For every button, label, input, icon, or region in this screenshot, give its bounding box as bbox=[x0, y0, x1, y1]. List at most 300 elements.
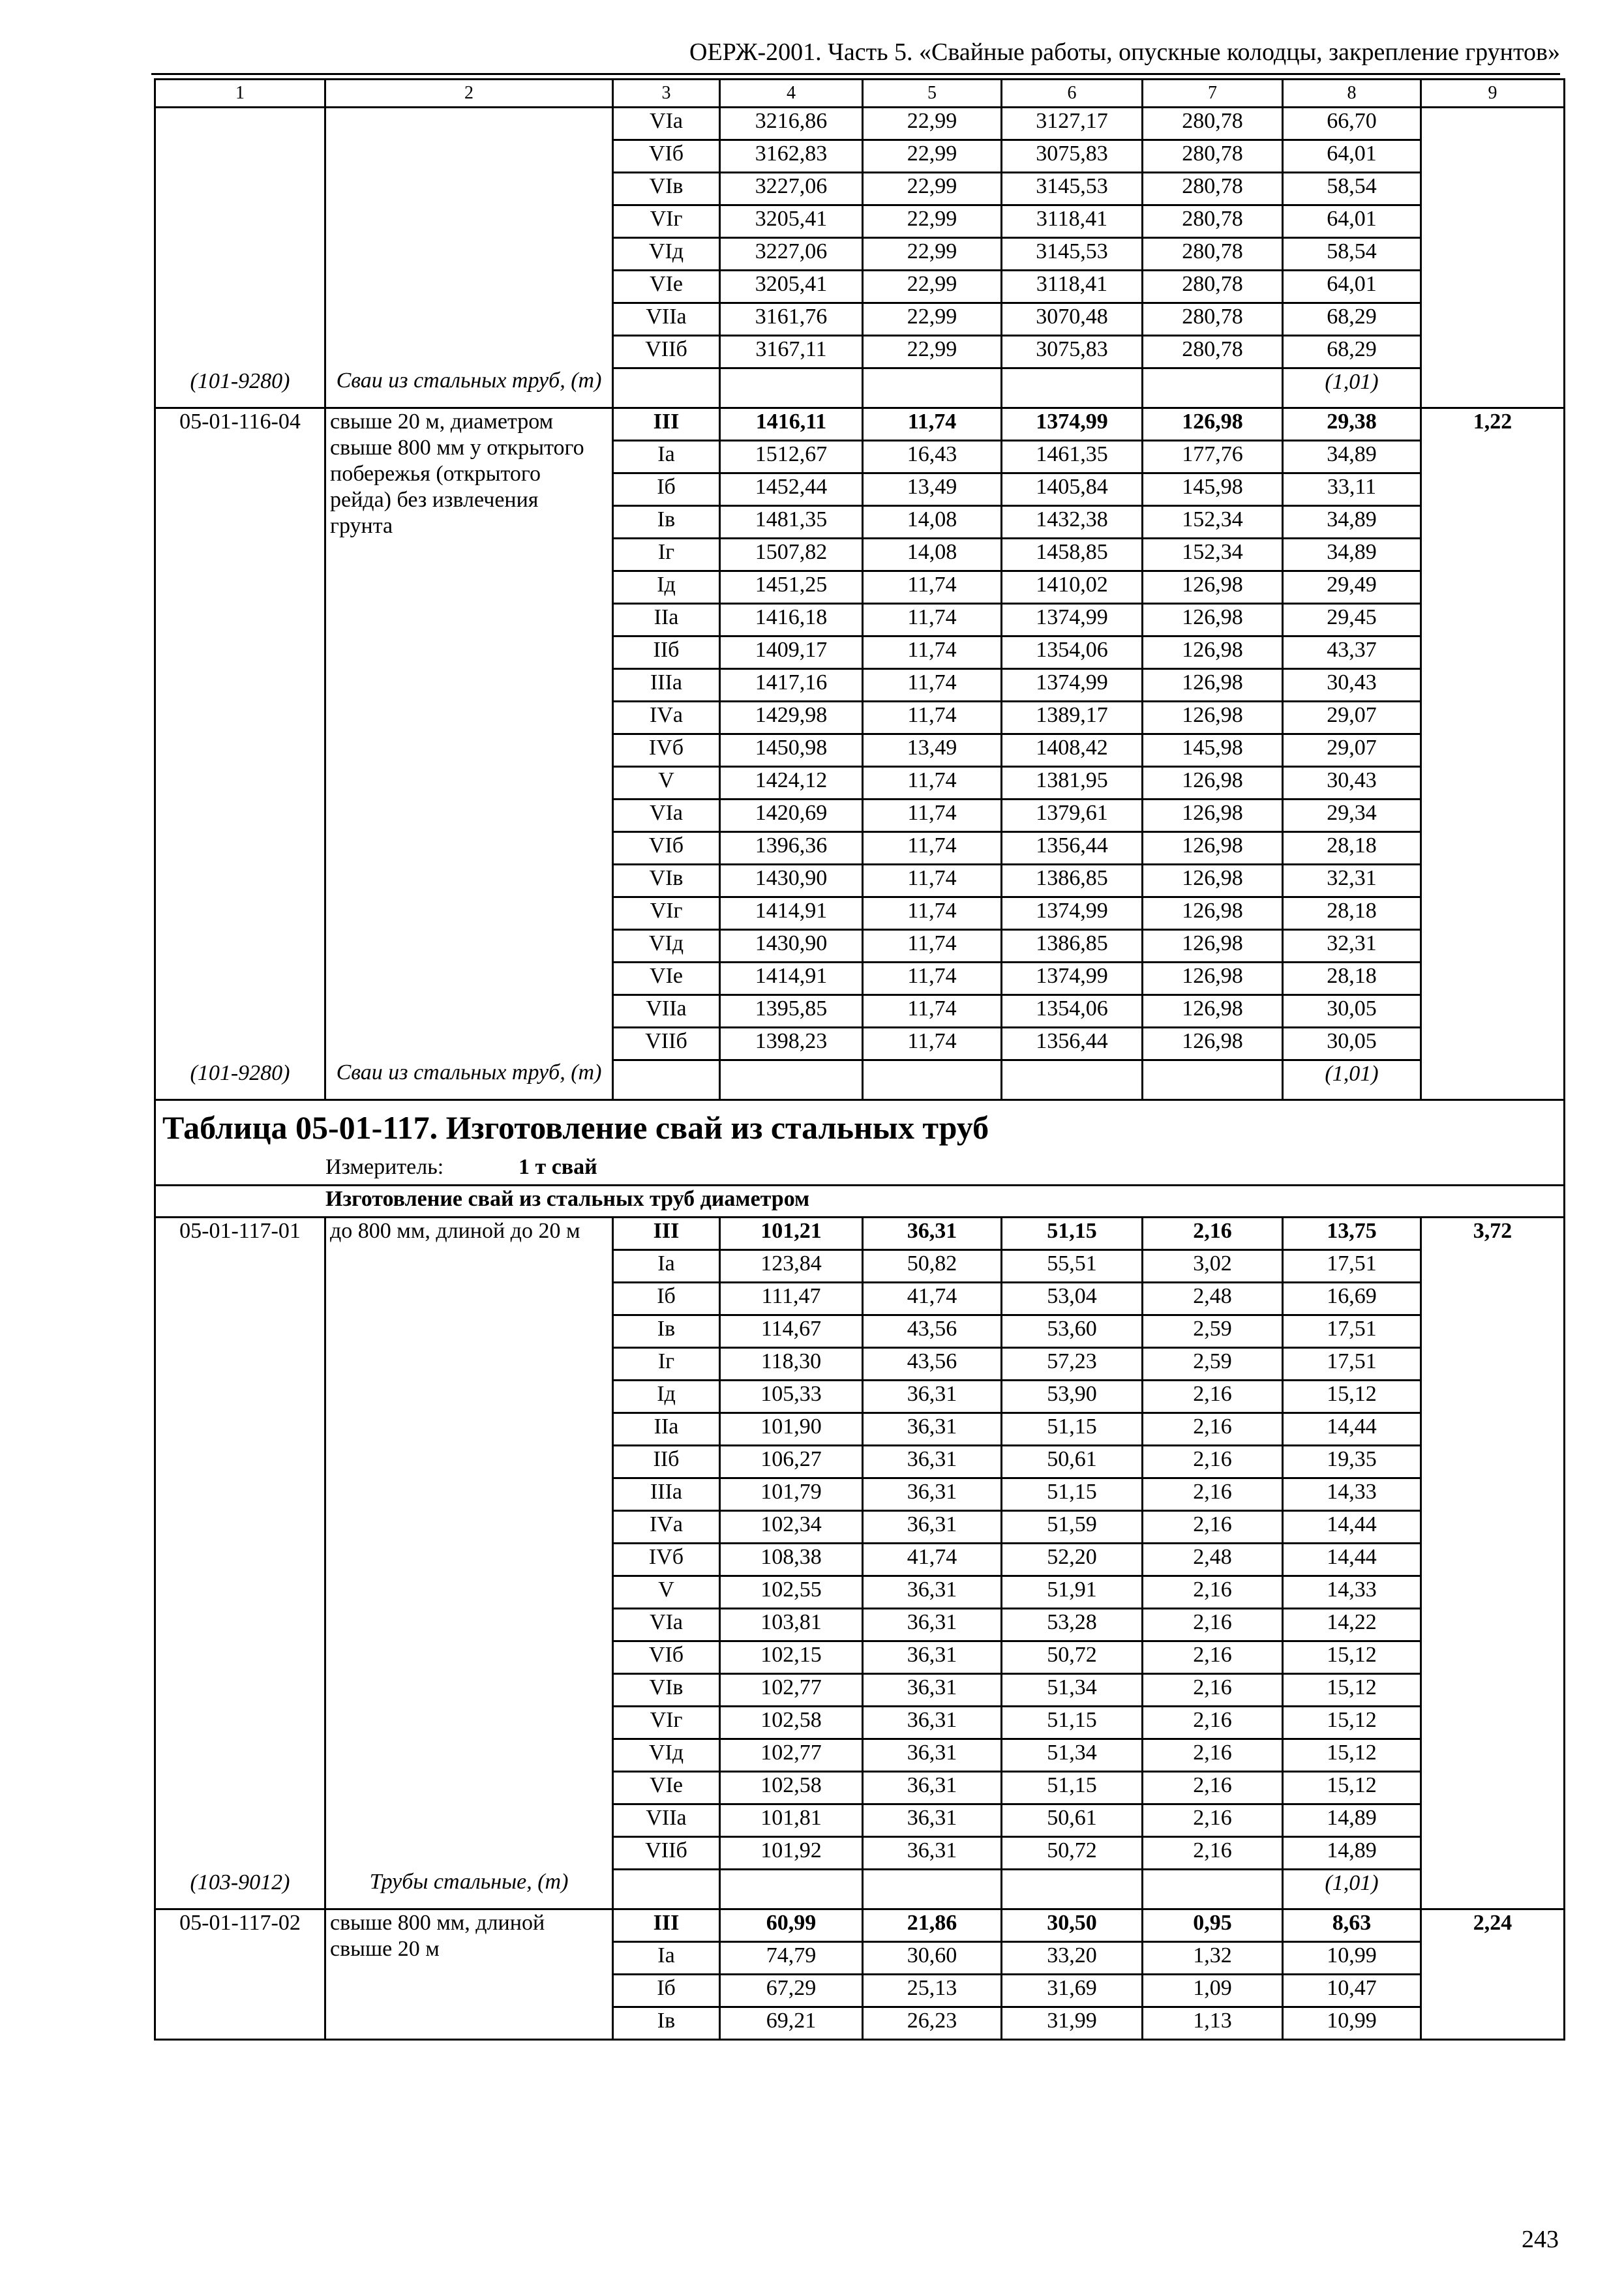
table-cell bbox=[325, 238, 613, 271]
price-value: 11,74 bbox=[863, 865, 1002, 897]
table-cell bbox=[155, 1413, 325, 1446]
table-cell bbox=[155, 1837, 325, 1870]
region-code: VIIа bbox=[613, 303, 720, 336]
region-code: Iг bbox=[613, 1348, 720, 1381]
price-value: 15,12 bbox=[1283, 1772, 1421, 1804]
price-value: 14,89 bbox=[1283, 1837, 1421, 1870]
table-cell bbox=[325, 408, 613, 538]
price-value: 28,18 bbox=[1283, 963, 1421, 995]
table-cell bbox=[1421, 1028, 1565, 1060]
region-code: VIа bbox=[613, 108, 720, 140]
price-value: 1450,98 bbox=[720, 734, 863, 767]
price-value: 111,47 bbox=[720, 1283, 863, 1315]
table-cell bbox=[155, 271, 325, 303]
price-value: 30,43 bbox=[1283, 669, 1421, 702]
material-code: (103-9012) bbox=[155, 1870, 325, 1909]
table-row bbox=[155, 930, 1565, 963]
price-value: 29,07 bbox=[1283, 702, 1421, 734]
price-value: 1452,44 bbox=[720, 473, 863, 506]
measure-row bbox=[155, 1154, 1565, 1186]
price-value: 102,58 bbox=[720, 1772, 863, 1804]
price-value: 3,02 bbox=[1143, 1250, 1283, 1283]
price-value: 1,13 bbox=[1143, 2007, 1283, 2040]
labor-coefficient: 1,22 bbox=[1421, 408, 1565, 441]
table-cell bbox=[155, 800, 325, 832]
region-code: IIа bbox=[613, 604, 720, 636]
price-value: 102,55 bbox=[720, 1576, 863, 1609]
table-cell bbox=[1002, 1060, 1143, 1100]
table-cell bbox=[325, 336, 613, 368]
price-value: 10,99 bbox=[1283, 1942, 1421, 1975]
price-value: 69,21 bbox=[720, 2007, 863, 2040]
header-rule bbox=[151, 73, 1560, 75]
region-code: VIIб bbox=[613, 1837, 720, 1870]
price-value: 22,99 bbox=[863, 336, 1002, 368]
table-row bbox=[155, 897, 1565, 930]
table-cell bbox=[325, 1609, 613, 1641]
price-value: 68,29 bbox=[1283, 336, 1421, 368]
table-cell bbox=[325, 1283, 613, 1315]
table-cell bbox=[720, 1870, 863, 1909]
column-number: 3 bbox=[613, 80, 720, 108]
price-value: 11,74 bbox=[863, 571, 1002, 604]
price-value: 43,37 bbox=[1283, 636, 1421, 669]
price-value: 28,18 bbox=[1283, 897, 1421, 930]
table-row bbox=[155, 1837, 1565, 1870]
table-cell bbox=[613, 1870, 720, 1909]
table-cell bbox=[863, 1870, 1002, 1909]
price-value: 14,33 bbox=[1283, 1478, 1421, 1511]
table-cell bbox=[720, 1060, 863, 1100]
table-cell bbox=[1421, 368, 1565, 408]
price-value: 58,54 bbox=[1283, 173, 1421, 205]
column-number: 2 bbox=[325, 80, 613, 108]
price-value: 15,12 bbox=[1283, 1641, 1421, 1674]
table-cell bbox=[1421, 604, 1565, 636]
table-cell bbox=[325, 963, 613, 995]
table-cell bbox=[155, 604, 325, 636]
table-row bbox=[155, 1576, 1565, 1609]
table-cell bbox=[325, 1446, 613, 1478]
table-cell bbox=[325, 636, 613, 669]
table-cell bbox=[325, 1837, 613, 1870]
table-row bbox=[155, 800, 1565, 832]
table-cell bbox=[1143, 368, 1283, 408]
price-value: 36,31 bbox=[863, 1446, 1002, 1478]
region-code: VIIа bbox=[613, 995, 720, 1028]
price-value: 126,98 bbox=[1143, 832, 1283, 865]
price-value: 10,47 bbox=[1283, 1975, 1421, 2007]
table-cell bbox=[325, 1413, 613, 1446]
table-cell bbox=[155, 506, 325, 539]
table-cell bbox=[155, 963, 325, 995]
table-row bbox=[155, 140, 1565, 173]
price-value: 3075,83 bbox=[1002, 140, 1143, 173]
price-value: 50,61 bbox=[1002, 1804, 1143, 1837]
price-value: 34,89 bbox=[1283, 506, 1421, 539]
price-value: 1414,91 bbox=[720, 897, 863, 930]
price-value: 36,31 bbox=[863, 1413, 1002, 1446]
price-value: 2,48 bbox=[1143, 1544, 1283, 1576]
table-cell bbox=[325, 1478, 613, 1511]
price-value: 50,61 bbox=[1002, 1446, 1143, 1478]
table-row bbox=[155, 1707, 1565, 1739]
price-value: 126,98 bbox=[1143, 669, 1283, 702]
table-row bbox=[155, 1478, 1565, 1511]
region-code: VIд bbox=[613, 930, 720, 963]
table-cell bbox=[325, 865, 613, 897]
table-cell bbox=[1421, 1609, 1565, 1641]
region-code: V bbox=[613, 1576, 720, 1609]
table-cell bbox=[1421, 767, 1565, 800]
price-value: 53,28 bbox=[1002, 1609, 1143, 1641]
table-cell bbox=[1421, 506, 1565, 539]
table-row bbox=[155, 702, 1565, 734]
region-code: Iа bbox=[613, 1250, 720, 1283]
price-value: 2,16 bbox=[1143, 1837, 1283, 1870]
price-value: 3070,48 bbox=[1002, 303, 1143, 336]
table-cell bbox=[155, 1674, 325, 1707]
price-value: 177,76 bbox=[1143, 441, 1283, 473]
table-cell bbox=[1143, 1060, 1283, 1100]
subheading-row bbox=[155, 1186, 1565, 1218]
table-cell bbox=[155, 441, 325, 473]
price-value: 30,43 bbox=[1283, 767, 1421, 800]
table-cell bbox=[325, 734, 613, 767]
table-row bbox=[155, 173, 1565, 205]
table-cell bbox=[155, 1975, 325, 2007]
table-cell bbox=[155, 2007, 325, 2040]
table-cell bbox=[155, 303, 325, 336]
price-value: 8,63 bbox=[1283, 1909, 1421, 1942]
table-cell bbox=[155, 1028, 325, 1060]
table-cell bbox=[155, 636, 325, 669]
price-value: 152,34 bbox=[1143, 506, 1283, 539]
region-code: Iв bbox=[613, 506, 720, 539]
table-cell bbox=[1421, 702, 1565, 734]
table-cell bbox=[155, 1381, 325, 1413]
price-value: 64,01 bbox=[1283, 140, 1421, 173]
table-cell bbox=[1421, 1942, 1565, 1975]
table-cell bbox=[325, 995, 613, 1028]
price-value: 22,99 bbox=[863, 303, 1002, 336]
price-value: 31,69 bbox=[1002, 1975, 1143, 2007]
region-code: Iд bbox=[613, 571, 720, 604]
labor-coefficient: 2,24 bbox=[1421, 1909, 1565, 1942]
region-code: VIа bbox=[613, 1609, 720, 1641]
table-cell bbox=[720, 368, 863, 408]
price-value: 60,99 bbox=[720, 1909, 863, 1942]
price-value: 11,74 bbox=[863, 702, 1002, 734]
price-value: 36,31 bbox=[863, 1218, 1002, 1250]
price-value: 3167,11 bbox=[720, 336, 863, 368]
price-value: 51,15 bbox=[1002, 1772, 1143, 1804]
price-value: 53,60 bbox=[1002, 1315, 1143, 1348]
table-cell bbox=[1421, 1446, 1565, 1478]
price-value: 1374,99 bbox=[1002, 963, 1143, 995]
price-value: 1396,36 bbox=[720, 832, 863, 865]
table-title: Таблица 05-01-117. Изготовление свай из стальных труб bbox=[162, 1109, 989, 1146]
region-code: VIд bbox=[613, 238, 720, 271]
region-code: Iа bbox=[613, 1942, 720, 1975]
table-cell bbox=[325, 1674, 613, 1707]
table-cell bbox=[155, 173, 325, 205]
price-value: 36,31 bbox=[863, 1609, 1002, 1641]
table-cell bbox=[1421, 1641, 1565, 1674]
price-value: 1410,02 bbox=[1002, 571, 1143, 604]
price-value: 1424,12 bbox=[720, 767, 863, 800]
table-row bbox=[155, 336, 1565, 368]
price-value: 13,49 bbox=[863, 734, 1002, 767]
table-cell bbox=[1421, 995, 1565, 1028]
price-value: 57,23 bbox=[1002, 1348, 1143, 1381]
price-value: 1395,85 bbox=[720, 995, 863, 1028]
price-value: 33,20 bbox=[1002, 1942, 1143, 1975]
price-value: 103,81 bbox=[720, 1609, 863, 1641]
region-code: Iа bbox=[613, 441, 720, 473]
table-cell bbox=[325, 140, 613, 173]
table-cell bbox=[325, 832, 613, 865]
table-cell bbox=[155, 865, 325, 897]
price-value: 3216,86 bbox=[720, 108, 863, 140]
price-value: 36,31 bbox=[863, 1511, 1002, 1544]
table-cell bbox=[155, 1478, 325, 1511]
table-cell bbox=[1421, 1772, 1565, 1804]
running-header: ОЕРЖ-2001. Часть 5. «Свайные работы, опускные колодцы, закрепление грунтов» bbox=[689, 38, 1560, 66]
table-row bbox=[155, 238, 1565, 271]
price-value: 126,98 bbox=[1143, 408, 1283, 441]
price-value: 3162,83 bbox=[720, 140, 863, 173]
table-row bbox=[155, 108, 1565, 140]
column-number: 9 bbox=[1421, 80, 1565, 108]
table-row bbox=[155, 1381, 1565, 1413]
table-cell bbox=[1421, 1870, 1565, 1909]
table-cell bbox=[325, 1975, 613, 2007]
price-value: 1512,67 bbox=[720, 441, 863, 473]
price-value: 11,74 bbox=[863, 800, 1002, 832]
price-value: 1432,38 bbox=[1002, 506, 1143, 539]
price-value: 2,16 bbox=[1143, 1218, 1283, 1250]
price-value: 1417,16 bbox=[720, 669, 863, 702]
region-code: VIа bbox=[613, 800, 720, 832]
price-value: 51,59 bbox=[1002, 1511, 1143, 1544]
price-value: 41,74 bbox=[863, 1283, 1002, 1315]
table-cell bbox=[325, 1707, 613, 1739]
price-value: 280,78 bbox=[1143, 238, 1283, 271]
price-value: 17,51 bbox=[1283, 1250, 1421, 1283]
region-code: Iд bbox=[613, 1381, 720, 1413]
price-value: 101,81 bbox=[720, 1804, 863, 1837]
price-value: 126,98 bbox=[1143, 995, 1283, 1028]
price-value: 114,67 bbox=[720, 1315, 863, 1348]
table-row bbox=[155, 1641, 1565, 1674]
region-code: Iв bbox=[613, 1315, 720, 1348]
price-value: 1420,69 bbox=[720, 800, 863, 832]
region-code: V bbox=[613, 767, 720, 800]
price-value: 2,16 bbox=[1143, 1511, 1283, 1544]
price-value: 1374,99 bbox=[1002, 669, 1143, 702]
table-cell bbox=[155, 1544, 325, 1576]
region-code: VIд bbox=[613, 1739, 720, 1772]
table-row bbox=[155, 1544, 1565, 1576]
region-code: VIе bbox=[613, 963, 720, 995]
material-coefficient: (1,01) bbox=[1283, 368, 1421, 408]
table-cell bbox=[1421, 897, 1565, 930]
price-value: 102,58 bbox=[720, 1707, 863, 1739]
price-value: 280,78 bbox=[1143, 303, 1283, 336]
price-value: 11,74 bbox=[863, 1028, 1002, 1060]
table-cell bbox=[1421, 1975, 1565, 2007]
price-value: 1354,06 bbox=[1002, 636, 1143, 669]
rate-description: до 800 мм, длиной до 20 м bbox=[330, 1219, 580, 1243]
region-code: Iб bbox=[613, 1975, 720, 2007]
price-value: 1461,35 bbox=[1002, 441, 1143, 473]
price-value: 22,99 bbox=[863, 173, 1002, 205]
table-row bbox=[155, 604, 1565, 636]
table-row bbox=[155, 1909, 1565, 1942]
table-cell bbox=[1421, 1576, 1565, 1609]
price-value: 14,33 bbox=[1283, 1576, 1421, 1609]
price-value: 2,16 bbox=[1143, 1478, 1283, 1511]
table-cell bbox=[1002, 1870, 1143, 1909]
price-value: 14,08 bbox=[863, 539, 1002, 571]
price-value: 145,98 bbox=[1143, 734, 1283, 767]
subheading-cell bbox=[155, 1186, 1565, 1218]
price-value: 3145,53 bbox=[1002, 173, 1143, 205]
price-value: 1379,61 bbox=[1002, 800, 1143, 832]
price-value: 36,31 bbox=[863, 1674, 1002, 1707]
table-cell bbox=[1421, 303, 1565, 336]
region-code: Iб bbox=[613, 1283, 720, 1315]
table-cell bbox=[1421, 140, 1565, 173]
price-value: 280,78 bbox=[1143, 108, 1283, 140]
column-number: 8 bbox=[1283, 80, 1421, 108]
table-cell bbox=[1421, 832, 1565, 865]
price-value: 2,16 bbox=[1143, 1413, 1283, 1446]
price-value: 51,15 bbox=[1002, 1413, 1143, 1446]
table-cell bbox=[155, 1576, 325, 1609]
price-value: 16,43 bbox=[863, 441, 1002, 473]
table-cell bbox=[155, 1641, 325, 1674]
price-value: 1408,42 bbox=[1002, 734, 1143, 767]
price-value: 3161,76 bbox=[720, 303, 863, 336]
price-value: 1354,06 bbox=[1002, 995, 1143, 1028]
table-row bbox=[155, 832, 1565, 865]
table-cell bbox=[1421, 1511, 1565, 1544]
table-cell bbox=[1421, 336, 1565, 368]
table-cell bbox=[155, 734, 325, 767]
price-value: 22,99 bbox=[863, 108, 1002, 140]
table-cell bbox=[325, 1315, 613, 1348]
price-value: 17,51 bbox=[1283, 1348, 1421, 1381]
price-value: 3227,06 bbox=[720, 238, 863, 271]
table-cell bbox=[325, 271, 613, 303]
region-code: IIIа bbox=[613, 669, 720, 702]
price-value: 1405,84 bbox=[1002, 473, 1143, 506]
price-value: 126,98 bbox=[1143, 636, 1283, 669]
column-number: 6 bbox=[1002, 80, 1143, 108]
price-value: 108,38 bbox=[720, 1544, 863, 1576]
price-value: 64,01 bbox=[1283, 271, 1421, 303]
table-cell bbox=[155, 205, 325, 238]
table-cell bbox=[325, 205, 613, 238]
price-value: 22,99 bbox=[863, 205, 1002, 238]
price-value: 36,31 bbox=[863, 1772, 1002, 1804]
table-row bbox=[155, 205, 1565, 238]
table-cell bbox=[325, 897, 613, 930]
price-value: 32,31 bbox=[1283, 865, 1421, 897]
price-value: 13,75 bbox=[1283, 1218, 1421, 1250]
price-value: 29,49 bbox=[1283, 571, 1421, 604]
price-value: 50,82 bbox=[863, 1250, 1002, 1283]
column-number-row bbox=[155, 80, 1565, 108]
price-value: 32,31 bbox=[1283, 930, 1421, 963]
table-cell bbox=[155, 1283, 325, 1315]
table-row bbox=[155, 1250, 1565, 1283]
table-cell bbox=[325, 930, 613, 963]
region-code: VIв bbox=[613, 173, 720, 205]
price-value: 105,33 bbox=[720, 1381, 863, 1413]
price-value: 14,44 bbox=[1283, 1413, 1421, 1446]
table-cell bbox=[325, 1544, 613, 1576]
table-cell bbox=[1421, 1544, 1565, 1576]
table-cell bbox=[155, 539, 325, 571]
table-cell bbox=[1421, 734, 1565, 767]
region-code: VIе bbox=[613, 271, 720, 303]
table-cell bbox=[325, 2007, 613, 2040]
price-value: 36,31 bbox=[863, 1739, 1002, 1772]
price-value: 1374,99 bbox=[1002, 897, 1143, 930]
rate-description: свыше 800 мм, длиной свыше 20 м bbox=[330, 1911, 545, 1961]
table-cell bbox=[155, 336, 325, 368]
price-value: 2,59 bbox=[1143, 1315, 1283, 1348]
price-value: 14,08 bbox=[863, 506, 1002, 539]
table-row bbox=[155, 1446, 1565, 1478]
table-cell bbox=[155, 767, 325, 800]
price-value: 102,77 bbox=[720, 1739, 863, 1772]
price-value: 126,98 bbox=[1143, 571, 1283, 604]
table-cell bbox=[155, 832, 325, 865]
table-row bbox=[155, 995, 1565, 1028]
price-value: 3205,41 bbox=[720, 205, 863, 238]
measure-value: 1 т свай bbox=[519, 1155, 597, 1179]
region-code: Iг bbox=[613, 539, 720, 571]
price-value: 14,89 bbox=[1283, 1804, 1421, 1837]
table-row bbox=[155, 1609, 1565, 1641]
price-value: 2,16 bbox=[1143, 1674, 1283, 1707]
table-row bbox=[155, 1674, 1565, 1707]
price-value: 118,30 bbox=[720, 1348, 863, 1381]
price-value: 3127,17 bbox=[1002, 108, 1143, 140]
price-value: 1458,85 bbox=[1002, 539, 1143, 571]
table-cell bbox=[155, 140, 325, 173]
table-cell bbox=[325, 1028, 613, 1060]
subheading: Изготовление свай из стальных труб диаметром bbox=[325, 1187, 810, 1211]
table-cell bbox=[325, 1381, 613, 1413]
table-cell bbox=[1421, 865, 1565, 897]
material-coefficient: (1,01) bbox=[1283, 1060, 1421, 1100]
price-value: 1389,17 bbox=[1002, 702, 1143, 734]
material-row bbox=[155, 1060, 1565, 1100]
table-cell bbox=[155, 669, 325, 702]
table-cell bbox=[325, 303, 613, 336]
table-cell bbox=[1421, 1739, 1565, 1772]
price-value: 11,74 bbox=[863, 767, 1002, 800]
table-row bbox=[155, 1218, 1565, 1250]
table-cell bbox=[1002, 368, 1143, 408]
price-value: 280,78 bbox=[1143, 140, 1283, 173]
price-value: 1386,85 bbox=[1002, 865, 1143, 897]
